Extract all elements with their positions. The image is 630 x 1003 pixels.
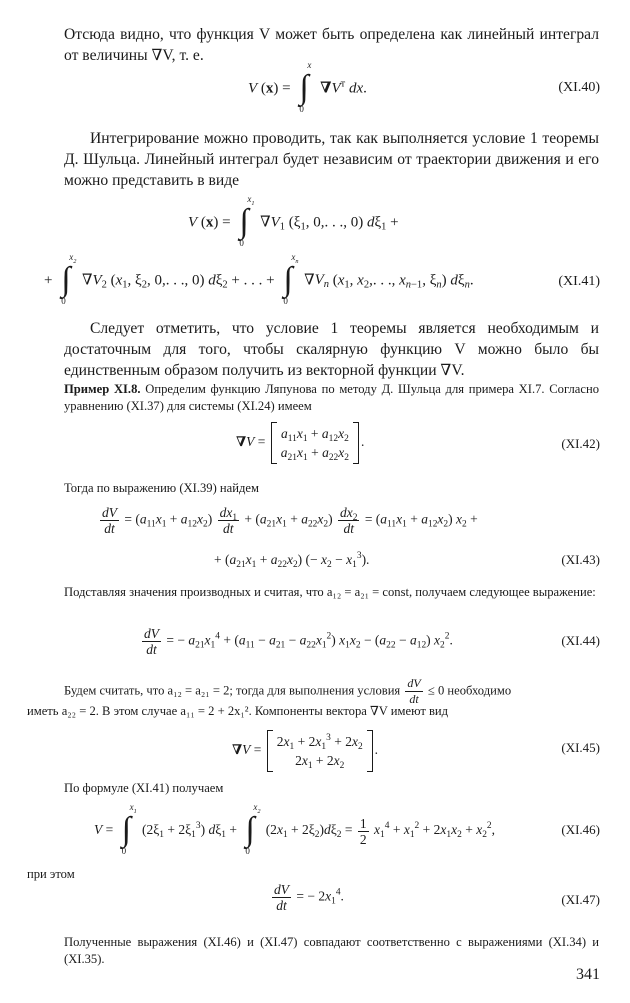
equation-xi-42: ∇V = $a_{11}x_1 + a_{12}x_2$ $a_{21}x_1 + a_{22}x_2$ . — [236, 422, 364, 464]
equation-number-xi-47: (XI.47) — [561, 892, 600, 907]
equation-number-xi-41: (XI.41) — [558, 274, 600, 289]
equation-xi-43-line2: + $(a_{21}x_1 + a_{22}x_2)$ (− $x_2 - x_1^3$). — [214, 551, 370, 570]
paragraph-8: при этом — [27, 867, 75, 881]
example-paragraph — [64, 381, 599, 415]
paragraph-7: По формуле (XI.41) получаем — [64, 781, 224, 795]
equation-xi-46: V = ∫ $x_1$ 0 $(2\xi_1 + 2\xi_1^3) d\xi_1$ + ∫ $x_2$ 0 $(2x_1 + 2\xi_2)d\xi_2$ = $\frac{1}{2}$ $x_1^4 + x_1^2 + 2x_1x_2 + x_2^2$, — [94, 802, 496, 856]
equation-number-xi-40: (XI.40) — [558, 80, 600, 95]
equation-number-xi-45: (XI.45) — [561, 740, 600, 755]
equation-number-xi-42: (XI.42) — [561, 436, 600, 451]
paragraph-6-continued: иметь a₂₂ = 2. В этом случае a₁₁ = 2 + 2x₁². Компоненты вектора ∇V имеют вид — [27, 704, 449, 718]
paragraph-5: Подставляя значения производных и считая, что a₁₂ = a₂₁ = const, получаем следующее выражение: — [64, 585, 596, 599]
equation-number-xi-46: (XI.46) — [561, 822, 600, 837]
paragraph-1: Отсюда видно, что функция V может быть определена как линейный интеграл от величины ∇V, т. е. — [64, 26, 599, 64]
paragraph-3: Следует отметить, что условие 1 теоремы является необходимым и достаточным для того, чтобы скалярную функцию V можно было бы единственным образом получить из векторной функции ∇V. — [64, 320, 599, 379]
equation-number-xi-43: (XI.43) — [561, 552, 600, 567]
example-heading: Пример XI.8. — [64, 382, 141, 396]
page-number: 341 — [576, 966, 600, 983]
paragraph-6-part-1: Будем считать, что a₁₂ = a₂₁ = 2; тогда для выполнения условия — [64, 683, 401, 698]
paragraph-2: Интегрирование можно проводить, так как выполняется условие 1 теоремы Д. Шульца. Линейный интеграл будет независим от траектории движения и его можно представить в виде — [64, 130, 599, 189]
equation-xi-41-line2: + ∫ $x_2$ 0 $\nabla V_2$ ($x_1$, $\xi_2$, 0,. . ., 0) $d\xi_2$ + . . . + ∫ $x_n$ 0 $\nabla V_n$ ($x_1$, $x_2$,. . ., $x_{n-1}$, $\xi_n$) $d\xi_n$. — [44, 252, 474, 306]
equation-xi-45: ∇V = $2x_1 + 2x_1^3 + 2x_2$ $2x_1 + 2x_2$ . — [232, 730, 378, 772]
paragraph-4: Тогда по выражению (XI.39) найдем — [64, 481, 259, 495]
equation-xi-40: V (x) = ∫ x 0 $\nabla V^т$ dx. — [248, 60, 367, 114]
equation-xi-44: $\frac{dV}{dt}$ = − $a_{21}x_1^4 + (a_{11} - a_{21} - a_{22}x_1^2) x_1x_2 - (a_{22} - a_{12})$ $x_2^2$. — [144, 626, 453, 657]
equation-xi-47: $\frac{dV}{dt}$ = − $2x_1^4$. — [274, 882, 344, 913]
paragraph-9: Полученные выражения (XI.46) и (XI.47) совпадают соответственно с выражениями (XI.34) и (XI.35). — [64, 935, 599, 966]
equation-xi-43-line1: $\frac{dV}{dt}$ = $(a_{11}x_1 + a_{12}x_2)$ $\frac{dx_1}{dt}$ + $(a_{21}x_1 + a_{22}x_2)$ $\frac{dx_2}{dt}$ = $(a_{11}x_1 + a_{12}x_2) x_2$ + — [102, 505, 478, 536]
paragraph-6-part-2: ≤ 0 необходимо — [427, 683, 512, 698]
equation-number-xi-44: (XI.44) — [561, 633, 600, 648]
equation-xi-41-line1: V (x) = ∫ $x_1$ 0 $\nabla V_1$ ($\xi_1$, 0,. . ., 0) $d\xi_1$ + — [188, 194, 399, 248]
example-text: Определим функцию Ляпунова по методу Д. Шульца для примера XI.7. Согласно уравнению (XI.37) для системы (XI.24) имеем — [64, 382, 599, 413]
paragraph-6: Будем считать, что a₁₂ = a₂₁ = 2; тогда для выполнения условия $\frac{dV}{dt}$ ≤ 0 необходимо — [64, 676, 512, 706]
